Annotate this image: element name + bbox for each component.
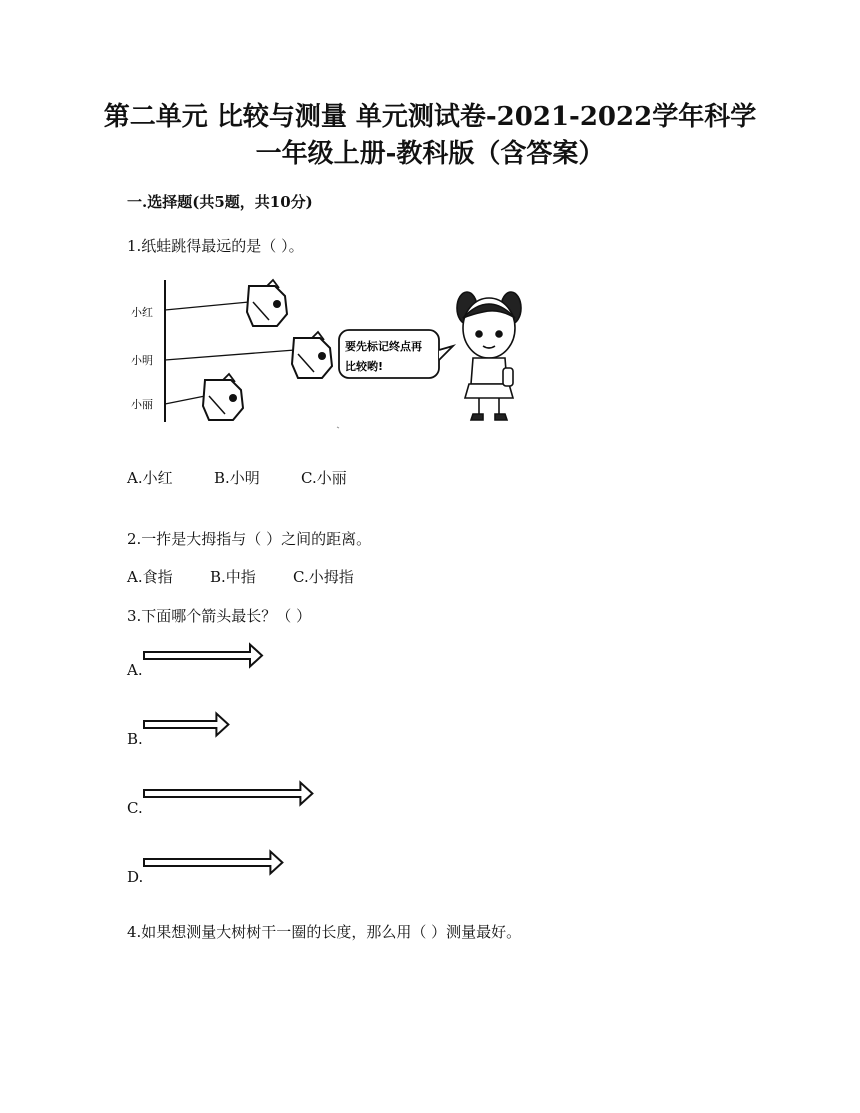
speech-line-2: 比较哟! [345, 360, 384, 373]
question-3-text: 3.下面哪个箭头最长？（ ） [127, 607, 312, 625]
frog-jump-figure [127, 272, 527, 436]
label-xiaoli: 小丽 [131, 398, 153, 411]
girl-illustration [457, 292, 521, 420]
arrow-shape [144, 645, 262, 667]
paper-frog-2 [292, 332, 332, 378]
document-title-line-2: 一年级上册-教科版（含答案） [255, 139, 605, 169]
q3-option-d-label: D. [127, 868, 144, 886]
q3-option-b-label: B. [127, 730, 143, 748]
q3-arrow-a [142, 640, 332, 674]
q1-option-a[interactable]: A.小红 [127, 469, 173, 487]
arrow-shape [144, 783, 312, 805]
question-1-text: 1.纸蛙跳得最远的是（ ）。 [127, 237, 304, 255]
question-4-text: 4.如果想测量大树树干一圈的长度，那么用（ ）测量最好。 [127, 923, 522, 941]
q2-option-c[interactable]: C.小拇指 [293, 568, 354, 586]
speech-bubble [339, 330, 453, 378]
arrow-shape [144, 714, 228, 736]
section-heading: 一.选择题(共5题，共10分) [127, 193, 313, 211]
q1-option-b[interactable]: B.小明 [214, 469, 260, 487]
q2-option-a[interactable]: A.食指 [127, 568, 173, 586]
question-1-options [127, 468, 347, 488]
q1-option-c[interactable]: C.小丽 [301, 469, 347, 487]
q3-option-a-label: A. [127, 661, 143, 679]
q3-arrow-c [142, 778, 332, 812]
question-2-options [127, 567, 354, 587]
question-2-text: 2.一拃是大拇指与（ ）之间的距离。 [127, 530, 372, 548]
q3-option-c-label: C. [127, 799, 143, 817]
paper-frog-1 [247, 280, 287, 326]
label-xiaohong: 小红 [131, 306, 153, 319]
q3-arrow-d [142, 847, 332, 881]
q2-option-b[interactable]: B.中指 [210, 568, 256, 586]
label-xiaoming: 小明 [131, 354, 153, 367]
document-title-line-1: 第二单元 比较与测量 单元测试卷-2021-2022学年科学 [103, 102, 757, 132]
speech-line-1: 要先标记终点再 [345, 340, 422, 353]
q3-arrow-b [142, 709, 332, 743]
paper-frog-3 [203, 374, 243, 420]
arrow-shape [144, 852, 282, 874]
